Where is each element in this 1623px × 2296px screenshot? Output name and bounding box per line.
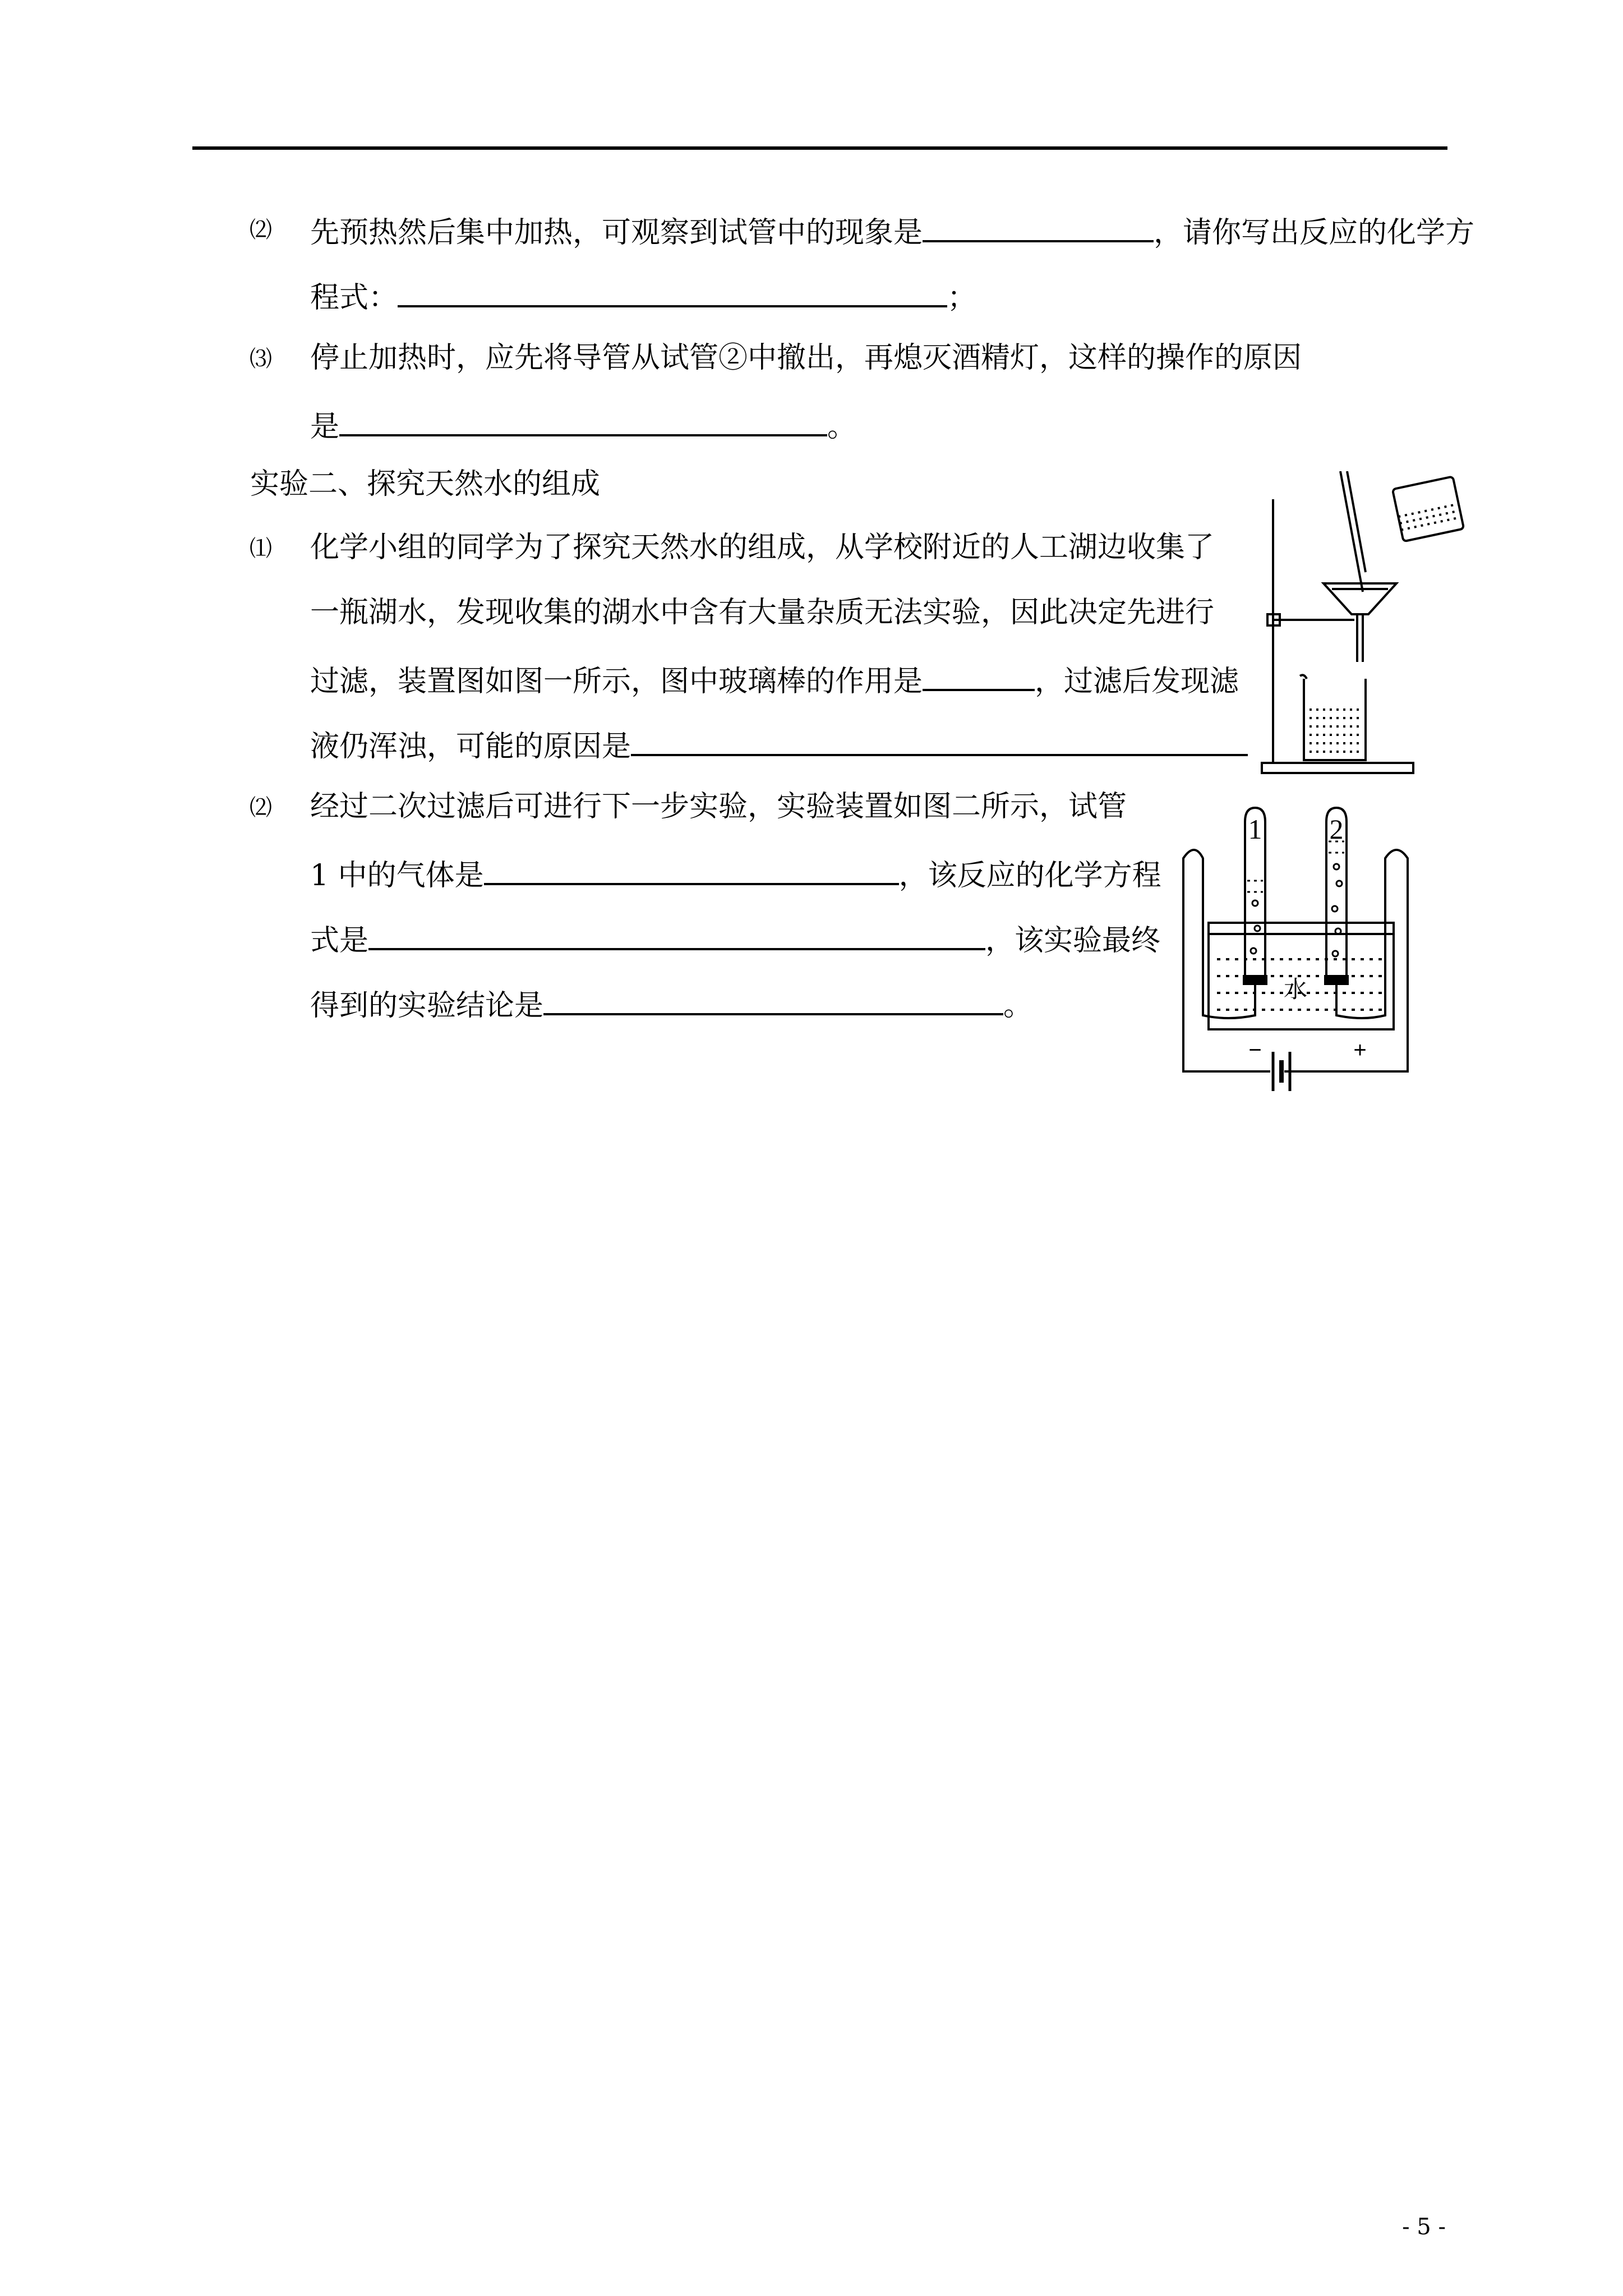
- tube-1-label: 1: [1248, 813, 1262, 845]
- header-rule: [192, 146, 1447, 150]
- answer-blank[interactable]: [398, 277, 947, 307]
- item-number: ⑵: [250, 217, 272, 243]
- q2-line2: 程式： ；: [310, 277, 976, 315]
- exp2-p1-line3: 过滤，装置图如图一所示，图中玻璃棒的作用是 ，过滤后发现滤: [310, 661, 1239, 698]
- exp2-p2-line2: 1 中的气体是 ，该反应的化学方程: [310, 855, 1161, 892]
- section-title: 实验二、探究天然水的组成: [250, 467, 601, 501]
- q2-line1: 先预热然后集中加热，可观察到试管中的现象是 ，请你写出反应的化学方: [310, 212, 1474, 250]
- exp2-p2-line4: 得到的实验结论是 。: [310, 985, 1032, 1023]
- positive-terminal-label: +: [1353, 1038, 1367, 1062]
- item-number: ⑵: [250, 795, 272, 821]
- item-number: ⑶: [250, 346, 272, 372]
- filtration-apparatus-figure: [1251, 471, 1497, 785]
- water-label: 水: [1283, 976, 1308, 1003]
- answer-blank[interactable]: [484, 855, 899, 885]
- electrolysis-apparatus-figure: [1172, 797, 1441, 1111]
- item-number: ⑴: [250, 536, 272, 562]
- answer-blank[interactable]: [339, 406, 827, 436]
- exp2-p1-line2: 一瓶湖水，发现收集的湖水中含有大量杂质无法实验，因此决定先进行: [310, 596, 1215, 629]
- q3-line1: 停止加热时，应先将导管从试管②中撤出，再熄灭酒精灯，这样的操作的原因: [310, 341, 1302, 375]
- answer-blank[interactable]: [631, 726, 1248, 756]
- negative-terminal-label: −: [1248, 1038, 1262, 1062]
- answer-blank[interactable]: [543, 985, 1003, 1015]
- exp2-p2-line1: 经过二次过滤后可进行下一步实验，实验装置如图二所示，试管: [310, 790, 1127, 823]
- exp2-p1-line1: 化学小组的同学为了探究天然水的组成，从学校附近的人工湖边收集了: [310, 531, 1215, 564]
- tube-2-label: 2: [1329, 813, 1344, 845]
- exp2-p2-line3: 式是 ，该实验最终: [310, 920, 1160, 958]
- answer-blank[interactable]: [368, 920, 985, 950]
- page-number: - 5 -: [1402, 2214, 1446, 2240]
- answer-blank[interactable]: [923, 661, 1035, 691]
- q3-line2: 是 。: [310, 406, 856, 444]
- answer-blank[interactable]: [923, 212, 1154, 242]
- exp2-p1-line4: 液仍浑浊，可能的原因是: [310, 726, 1248, 763]
